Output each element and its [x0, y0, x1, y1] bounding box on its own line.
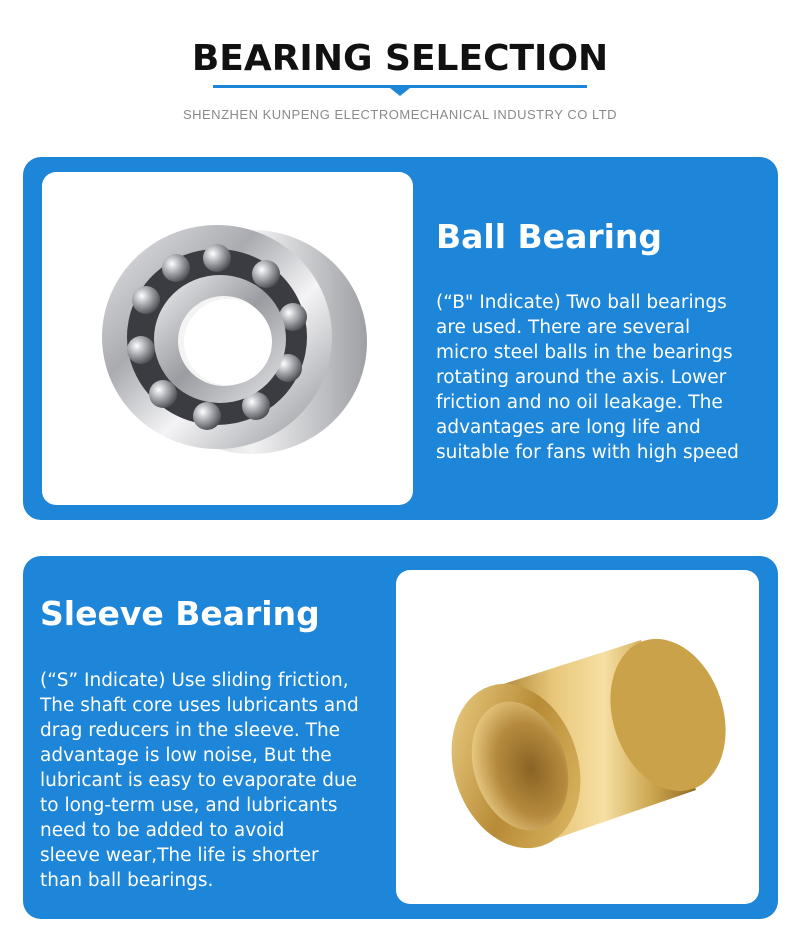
- sleeve-bearing-photo: [396, 570, 759, 904]
- title-underline-notch: [390, 88, 410, 96]
- ball-bearing-image: [42, 172, 413, 505]
- ball-bearing-card: [23, 157, 778, 520]
- description-line: friction and no oil leakage. The: [436, 392, 723, 413]
- sleeve-bearing-description: [40, 668, 390, 893]
- ball-bearing-description: [436, 290, 766, 465]
- description-line: (“S” Indicate) Use sliding friction,: [40, 670, 349, 691]
- page-header: [0, 0, 800, 140]
- sleeve-bearing-image: [396, 570, 759, 904]
- description-line: advantages are long life and: [436, 417, 701, 438]
- description-line: (“B" Indicate) Two ball bearings: [436, 292, 727, 313]
- description-line: advantage is low noise, But the: [40, 745, 332, 766]
- description-line: sleeve wear,The life is shorter: [40, 845, 319, 866]
- description-line: micro steel balls in the bearings: [436, 342, 733, 363]
- description-line: drag reducers in the sleeve. The: [40, 720, 341, 741]
- ball-bearing-photo: [42, 172, 413, 505]
- description-line: lubricant is easy to evaporate due: [40, 770, 358, 791]
- description-line: rotating around the axis. Lower: [436, 367, 727, 388]
- page-title: BEARING SELECTION: [191, 38, 609, 79]
- sleeve-bearing-card: [23, 556, 778, 919]
- description-line: The shaft core uses lubricants and: [40, 695, 359, 716]
- description-line: than ball bearings.: [40, 870, 214, 891]
- company-name: SHENZHEN KUNPENG ELECTROMECHANICAL INDUSTRY CO LTD: [182, 107, 618, 122]
- ball-bearing-heading: Ball Bearing: [436, 217, 663, 256]
- description-line: to long-term use, and lubricants: [40, 795, 338, 816]
- description-line: suitable for fans with high speed: [436, 442, 739, 463]
- description-line: need to be added to avoid: [40, 820, 285, 841]
- description-line: are used. There are several: [436, 317, 691, 338]
- sleeve-bearing-heading: Sleeve Bearing: [40, 594, 320, 633]
